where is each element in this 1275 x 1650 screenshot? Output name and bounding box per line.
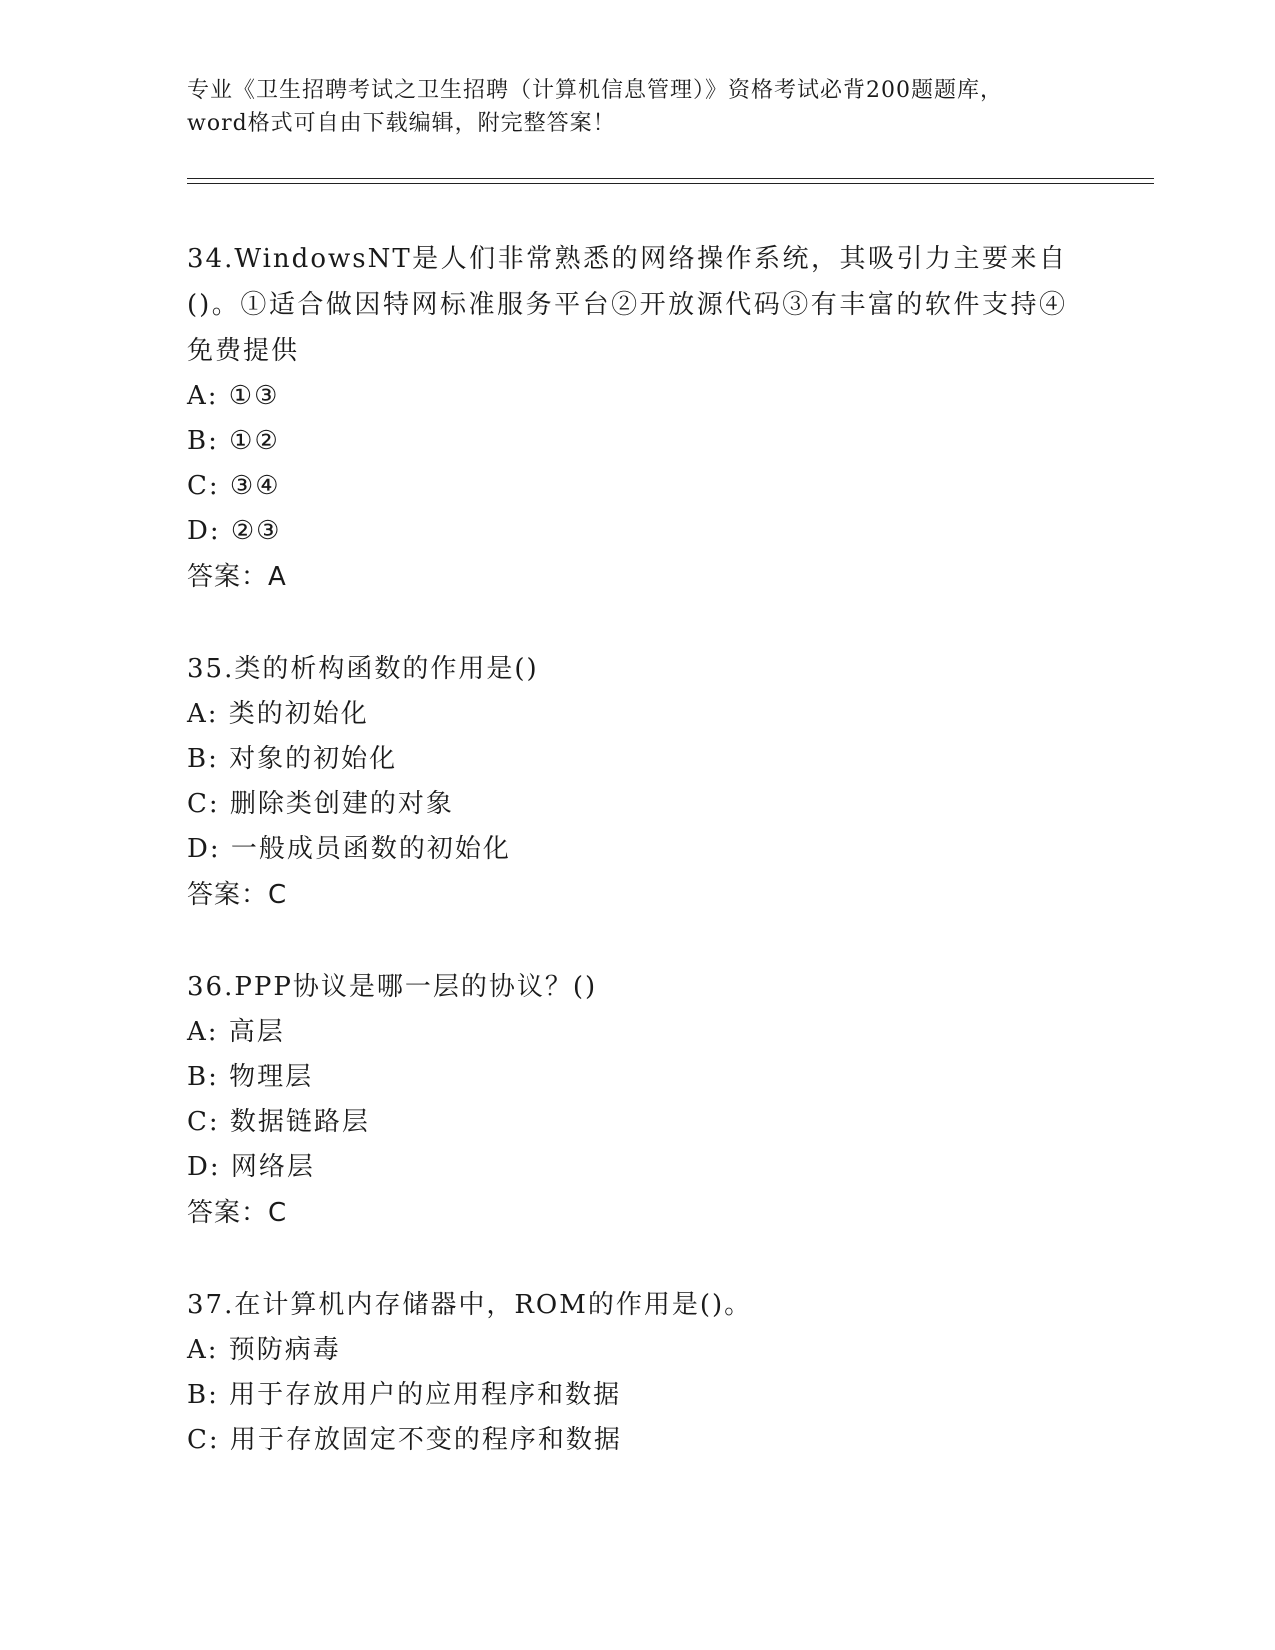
question-34	[187, 236, 1067, 600]
option-a: A: 高层	[187, 1017, 285, 1047]
option-a: A: 类的初始化	[187, 699, 369, 729]
option-c: C: ③④	[187, 471, 281, 501]
option-b: B: 对象的初始化	[187, 744, 398, 774]
question-title: 37.在计算机内存储器中，ROM的作用是()。	[187, 1290, 753, 1320]
question-title: 36.PPP协议是哪一层的协议？()	[187, 972, 598, 1002]
answer: 答案：A	[187, 562, 287, 592]
question-title: 35.类的析构函数的作用是()	[187, 654, 539, 684]
option-d: D: ②③	[187, 516, 282, 546]
header-divider-bottom	[187, 183, 1154, 184]
question-title: 34.WindowsNT是人们非常熟悉的网络操作系统，其吸引力主要来自()。①适合做因特网标准服务平台②开放源代码③有丰富的软件支持④免费提供	[187, 244, 1067, 366]
header-divider-top	[187, 178, 1154, 179]
option-a: A: 预防病毒	[187, 1335, 341, 1365]
option-c: C: 用于存放固定不变的程序和数据	[187, 1425, 622, 1455]
option-b: B: 物理层	[187, 1062, 314, 1092]
option-b: B: ①②	[187, 426, 280, 456]
question-35	[187, 646, 1067, 918]
header-line-2: word格式可自由下载编辑，附完整答案！	[187, 111, 616, 136]
question-list	[187, 236, 1067, 1509]
answer: 答案：C	[187, 880, 288, 910]
option-d: D: 一般成员函数的初始化	[187, 834, 511, 864]
answer: 答案：C	[187, 1198, 288, 1228]
option-a: A: ①③	[187, 381, 280, 411]
option-d: D: 网络层	[187, 1152, 315, 1182]
header-line-1: 专业《卫生招聘考试之卫生招聘（计算机信息管理）》资格考试必背200题题库，	[187, 78, 1003, 103]
option-c: C: 删除类创建的对象	[187, 789, 454, 819]
option-c: C: 数据链路层	[187, 1107, 370, 1137]
option-b: B: 用于存放用户的应用程序和数据	[187, 1380, 622, 1410]
document-header	[187, 74, 1087, 140]
question-37	[187, 1282, 1067, 1463]
question-36	[187, 964, 1067, 1236]
